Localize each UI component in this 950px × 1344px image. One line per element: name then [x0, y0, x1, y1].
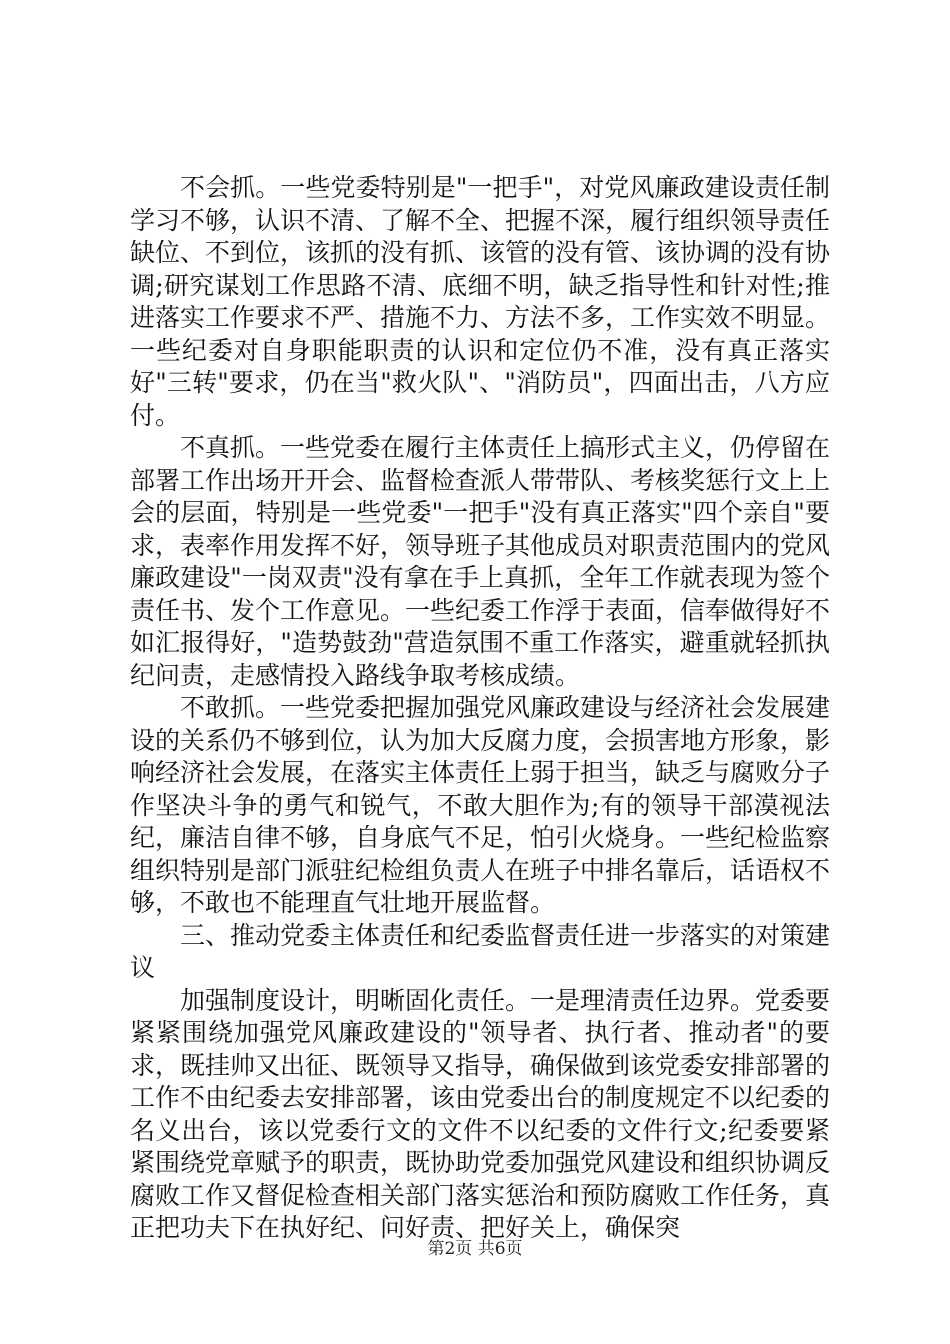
document-body [130, 172, 830, 1245]
paragraph-bu-hui-zhua: 不会抓。一些党委特别是"一把手"，对党风廉政建设责任制学习不够，认识不清、了解不全、把握不深，履行组织领导责任缺位、不到位，该抓的没有抓、该管的没有管、该协调的没有协调;研究谋划工作思路不清、底细不明，缺乏指导性和针对性;推进落实工作要求不严、措施不力、方法不多，工作实效不明显。一些纪委对自身职能职责的认识和定位仍不准，没有真正落实好"三转"要求，仍在当"救火队"、"消防员"，四面出击，八方应付。 [130, 173, 831, 430]
page-number-footer: 第2页 共6页 [427, 1239, 523, 1259]
paragraph-bu-gan-zhua: 不敢抓。一些党委把握加强党风廉政建设与经济社会发展建设的关系仍不够到位，认为加大反腐力度，会损害地方形象，影响经济社会发展，在落实主体责任上弱于担当，缺乏与腐败分子作坚决斗争的勇气和锐气，不敢大胆作为;有的领导干部漠视法纪，廉洁自律不够，自身底气不足，怕引火烧身。一些纪检监察组织特别是部门派驻纪检组负责人在班子中排名靠后，话语权不够，不敢也不能理直气壮地开展监督。 [130, 693, 831, 917]
paragraph-strengthen-system-design: 加强制度设计，明晰固化责任。一是理清责任边界。党委要紧紧围绕加强党风廉政建设的"领导者、执行者、推动者"的要求，既挂帅又出征、既领导又指导，确保做到该党委安排部署的工作不由纪委去安排部署，该由党委出台的制度规定不以纪委的名义出台，该以党委行文的文件不以纪委的文件行文;纪委要紧紧围绕党章赋予的职责，既协助党委加强党风建设和组织协调反腐败工作又督促检查相关部门落实惩治和预防腐败工作任务，真正把功夫下在执好纪、问好责、把好关上，确保突 [130, 985, 831, 1242]
section-heading-countermeasures: 三、推动党委主体责任和纪委监督责任进一步落实的对策建议 [130, 920, 831, 982]
paragraph-bu-zhen-zhua: 不真抓。一些党委在履行主体责任上搞形式主义，仍停留在部署工作出场开开会、监督检查派人带带队、考核奖惩行文上上会的层面，特别是一些党委"一把手"没有真正落实"四个亲自"要求，表率作用发挥不好，领导班子其他成员对职责范围内的党风廉政建设"一岗双责"没有拿在手上真抓，全年工作就表现为签个责任书、发个工作意见。一些纪委工作浮于表面，信奉做得好不如汇报得好，"造势鼓劲"营造氛围不重工作落实，避重就轻抓执纪问责，走感情投入路线争取考核成绩。 [130, 433, 831, 690]
